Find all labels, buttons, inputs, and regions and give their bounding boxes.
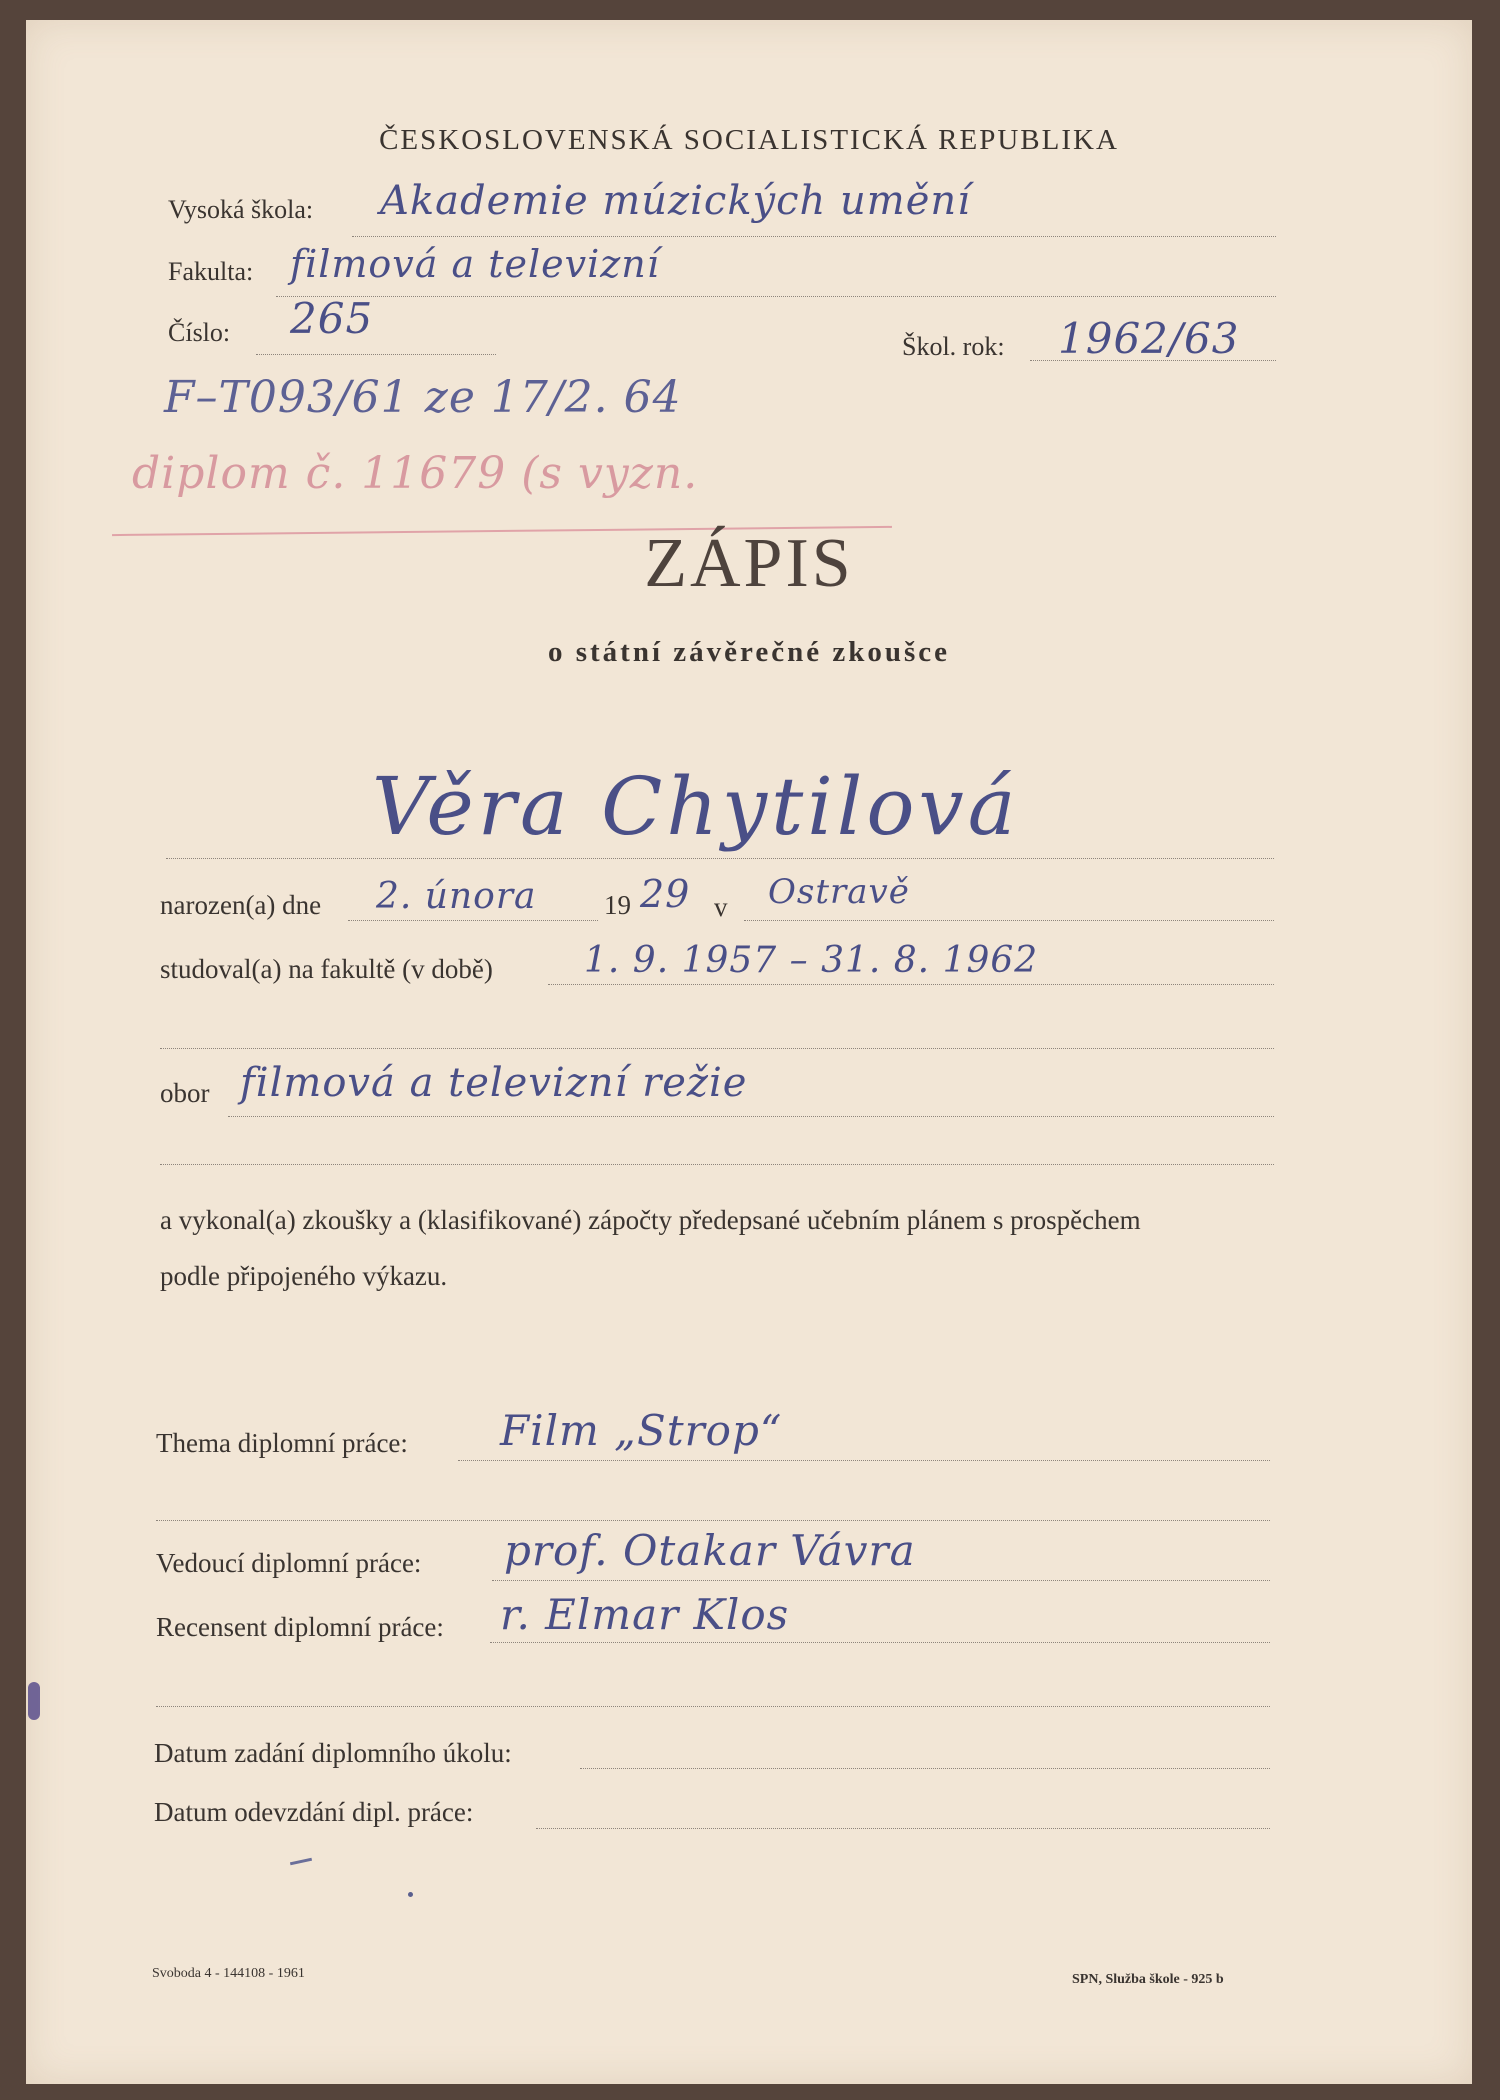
school-value: Akademie múzických umění bbox=[380, 178, 971, 224]
studied-label: studoval(a) na fakultě (v době) bbox=[160, 954, 493, 984]
born-day-dots bbox=[348, 920, 598, 921]
school-dots bbox=[352, 236, 1276, 237]
studied-dots bbox=[548, 984, 1274, 985]
school-label: Vysoká škola: bbox=[168, 195, 314, 224]
born-year: 29 bbox=[640, 872, 691, 916]
year-prefix: 19 bbox=[604, 890, 631, 920]
faculty-label: Fakulta: bbox=[168, 257, 254, 286]
born-label: narozen(a) dne bbox=[160, 890, 322, 920]
document-page bbox=[26, 20, 1472, 2084]
reviewer-label: Recensent diplomní práce: bbox=[156, 1612, 444, 1642]
year-dots bbox=[1030, 360, 1276, 361]
submitted-dots bbox=[536, 1828, 1270, 1829]
republic-heading: ČESKOSLOVENSKÁ SOCIALISTICKÁ REPUBLIKA bbox=[379, 124, 1119, 156]
studied-period: 1. 9. 1957 – 31. 8. 1962 bbox=[584, 940, 1039, 981]
theme-dots-2 bbox=[156, 1520, 1270, 1521]
ink-dot bbox=[408, 1892, 413, 1897]
theme-dots bbox=[458, 1460, 1270, 1461]
document-subtitle: o státní závěrečné zkoušce bbox=[547, 636, 951, 668]
faculty-value: filmová a televizní bbox=[290, 242, 660, 286]
reviewer-dots-2 bbox=[156, 1706, 1270, 1707]
reference-note: F–T093/61 ze 17/2. 64 bbox=[164, 372, 682, 423]
submitted-label: Datum odevzdání dipl. práce: bbox=[154, 1797, 474, 1827]
assigned-dots bbox=[580, 1768, 1270, 1769]
born-place: Ostravě bbox=[768, 872, 910, 912]
reviewer-value: r. Elmar Klos bbox=[500, 1590, 790, 1639]
number-dots bbox=[256, 354, 496, 355]
footer-left: Svoboda 4 - 144108 - 1961 bbox=[152, 1966, 305, 1981]
year-value: 1962/63 bbox=[1058, 314, 1240, 363]
statement-line-2: podle připojeného výkazu. bbox=[160, 1261, 448, 1291]
field-value: filmová a televizní režie bbox=[240, 1060, 748, 1106]
born-day: 2. února bbox=[376, 876, 537, 917]
footer-right: SPN, Služba škole - 925 b bbox=[1072, 1972, 1224, 1987]
faculty-dots bbox=[276, 296, 1276, 297]
place-label: v bbox=[714, 892, 728, 922]
diploma-note: diplom č. 11679 (s vyzn. bbox=[132, 448, 699, 499]
field-dots-2 bbox=[160, 1164, 1274, 1165]
assigned-label: Datum zadání diplomního úkolu: bbox=[154, 1738, 512, 1768]
supervisor-label: Vedoucí diplomní práce: bbox=[156, 1548, 422, 1578]
born-place-dots bbox=[744, 920, 1274, 921]
student-name: Věra Chytilová bbox=[372, 760, 1020, 853]
number-value: 265 bbox=[290, 294, 374, 343]
year-label: Škol. rok: bbox=[902, 332, 1005, 361]
supervisor-dots bbox=[492, 1580, 1270, 1581]
studied-dots-2 bbox=[160, 1048, 1274, 1049]
supervisor-value: prof. Otakar Vávra bbox=[504, 1526, 916, 1575]
reviewer-dots bbox=[490, 1642, 1270, 1643]
name-dots bbox=[166, 858, 1274, 859]
statement-line-1: a vykonal(a) zkoušky a (klasifikované) zápočty předepsané učebním plánem s prospěchem bbox=[160, 1205, 1141, 1235]
document-title: ZÁPIS bbox=[644, 525, 854, 602]
field-label: obor bbox=[160, 1078, 210, 1108]
field-dots bbox=[228, 1116, 1274, 1117]
ink-stain bbox=[28, 1682, 40, 1720]
theme-label: Thema diplomní práce: bbox=[156, 1428, 408, 1458]
theme-value: Film „Strop“ bbox=[500, 1406, 783, 1455]
number-label: Číslo: bbox=[168, 318, 231, 347]
